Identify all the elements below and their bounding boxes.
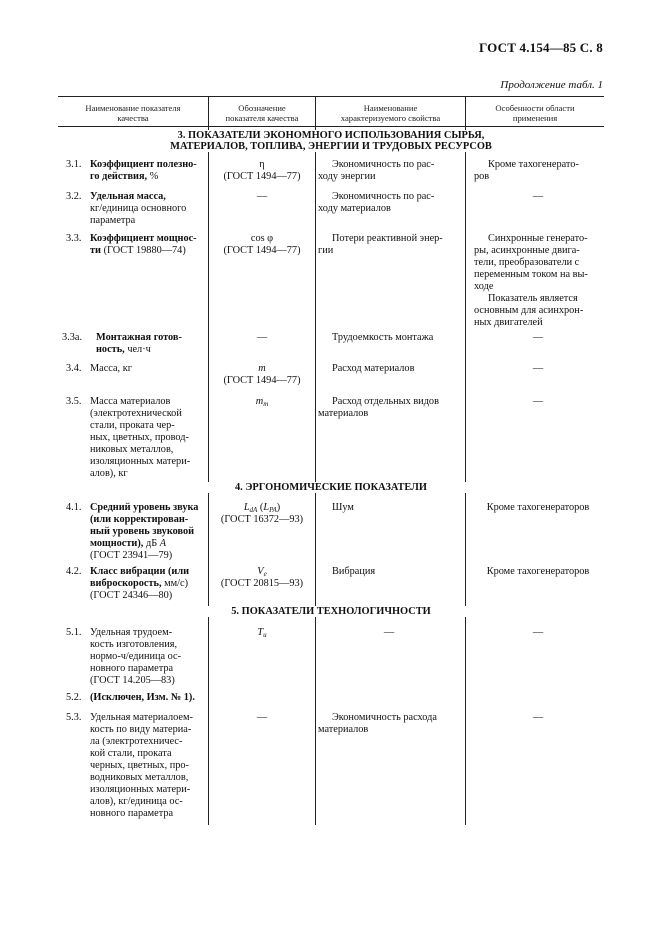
indicator-symbol: — xyxy=(256,712,268,723)
application-note: Кроме тахогенераторов xyxy=(486,502,590,513)
table-header-bottom-rule xyxy=(58,126,604,127)
indicator-name: Удельная материалоем- кость по виду материа- ла (электротехничес- кой стали, проката черных, цветных, про- водниковых металлов, изоляционных матери- алов), кг/единица ос- новного параметра xyxy=(90,712,193,819)
property-description: Экономичность по рас- ходу материалов xyxy=(318,191,435,214)
indicator-symbol: η (ГОСТ 1494—77) xyxy=(223,159,301,182)
row-number: 3.5. xyxy=(66,396,82,407)
application-note: Кроме тахогенераторов xyxy=(486,566,590,577)
row-number: 3.4. xyxy=(66,363,82,374)
indicator-name: Коэффициент мощнос- ти (ГОСТ 19880—74) xyxy=(90,233,197,256)
indicator-name: Удельная трудоем- кость изготовления, нормо-ч/единица ос- новного параметра (ГОСТ 14.205—83) xyxy=(90,627,182,686)
column-header-property: Наименование характеризуемого свойства xyxy=(340,103,441,123)
application-note: — xyxy=(532,712,544,723)
row-number: 4.2. xyxy=(66,566,82,577)
indicator-symbol: $L_{dA}$ $(L_{PA})$ (ГОСТ 16372—93) xyxy=(220,502,304,525)
indicator-symbol: — xyxy=(256,332,268,343)
application-note: — xyxy=(532,191,544,202)
indicator-symbol: m (ГОСТ 1494—77) xyxy=(223,363,301,386)
indicator-symbol: $m_m$ xyxy=(255,396,269,408)
property-description: Экономичность расхода материалов xyxy=(318,712,437,735)
indicator-name: Класс вибрации (или виброскорость, мм/с) (ГОСТ 24346—80) xyxy=(90,566,190,601)
row-number: 3.3. xyxy=(66,233,82,244)
application-note: — xyxy=(532,332,544,343)
indicator-symbol: $V_e$ (ГОСТ 20815—93) xyxy=(220,566,304,589)
indicator-symbol: — xyxy=(256,191,268,202)
indicator-name: Масса, кг xyxy=(90,363,132,374)
property-description: Шум xyxy=(332,502,354,513)
property-description: Экономичность по рас- ходу энергии xyxy=(318,159,435,182)
section-heading-3: 3. ПОКАЗАТЕЛИ ЭКОНОМНОГО ИСПОЛЬЗОВАНИЯ СЫРЬЯ, МАТЕРИАЛОВ, ТОПЛИВА, ЭНЕРГИИ И ТРУДОВЫХ РЕСУРСОВ xyxy=(58,130,604,152)
indicator-name: Удельная масса, кг/единица основного параметра xyxy=(90,191,187,226)
section-heading-4: 4. ЭРГОНОМИЧЕСКИЕ ПОКАЗАТЕЛИ xyxy=(58,482,604,493)
section-heading-5: 5. ПОКАЗАТЕЛИ ТЕХНОЛОГИЧНОСТИ xyxy=(58,606,604,617)
property-description: Расход отдельных видов материалов xyxy=(318,396,439,419)
property-description: Потери реактивной энер- гии xyxy=(318,233,443,256)
indicator-name: Средний уровень звука (или корректирован- ный уровень звуковой мощности), дБ A (ГОСТ 23941—79) xyxy=(90,502,199,561)
page-header-title: ГОСТ 4.154—85 С. 8 xyxy=(478,40,603,55)
application-note: — xyxy=(532,363,544,374)
indicator-name: Монтажная готов- ность, чел·ч xyxy=(96,332,182,355)
row-number: 3.1. xyxy=(66,159,82,170)
application-note: Синхронные генерато- ры, асинхронные двига- тели, преобразователи с переменным током на вы- ходе Показатель является основным для асинхрон- ных двигателей xyxy=(474,233,588,328)
indicator-name: Масса материалов (электротехнической стали, проката чер- ных, цветных, провод- никовых металлов, изоляционных матери- алов), кг xyxy=(90,396,191,479)
property-description: Трудоемкость монтажа xyxy=(332,332,434,343)
row-number: 5.1. xyxy=(66,627,82,638)
indicator-symbol: $T_и$ xyxy=(257,627,267,639)
indicator-name: Коэффициент полезно- го действия, % xyxy=(90,159,197,182)
column-divider-1 xyxy=(208,96,209,825)
column-header-application: Особенности области применения xyxy=(495,103,575,123)
application-note: Кроме тахогенерато- ров xyxy=(474,159,579,182)
indicator-symbol: cos φ (ГОСТ 1494—77) xyxy=(223,233,301,256)
row-number: 3.3а. xyxy=(62,332,83,343)
column-header-indicator-name: Наименование показателя качества xyxy=(85,103,181,123)
property-description: — xyxy=(383,627,395,638)
row-number: 5.3. xyxy=(66,712,82,723)
column-header-designation: Обозначение показателя качества xyxy=(225,103,299,123)
column-divider-2 xyxy=(315,96,316,825)
application-note: — xyxy=(532,396,544,407)
row-number: 5.2. xyxy=(66,692,82,703)
row-number: 3.2. xyxy=(66,191,82,202)
indicator-name: (Исключен, Изм. № 1). xyxy=(90,692,195,703)
row-number: 4.1. xyxy=(66,502,82,513)
application-note: — xyxy=(532,627,544,638)
property-description: Вибрация xyxy=(332,566,376,577)
table-top-rule xyxy=(58,96,604,97)
table-continuation-label: Продолжение табл. 1 xyxy=(500,79,603,91)
property-description: Расход материалов xyxy=(332,363,415,374)
